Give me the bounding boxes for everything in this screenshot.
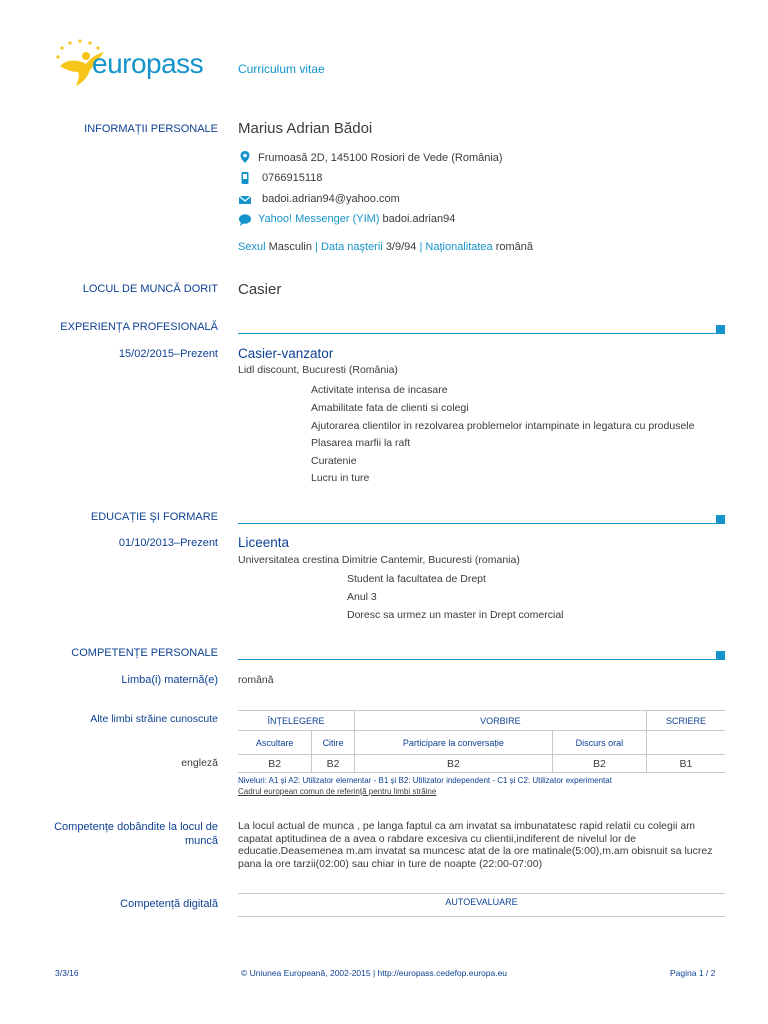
experience-task: Activitate intensa de incasare (311, 384, 448, 396)
education-detail: Student la facultatea de Drept (347, 573, 486, 585)
personal-info-label: INFORMAȚII PERSONALE (84, 123, 218, 135)
location-pin-icon (238, 150, 252, 164)
skills-section-label: COMPETENȚE PERSONALE (71, 647, 218, 659)
nationality-value: română (495, 241, 534, 253)
nationality-label: Naționalitatea (425, 241, 493, 253)
logo-text: europass (92, 48, 204, 79)
mother-tongue-label: Limba(i) maternă(e) (121, 674, 218, 686)
spoken-production-header: Discurs oral (552, 731, 646, 755)
birth-value: 3/9/94 (385, 241, 417, 253)
section-divider (238, 659, 716, 660)
listening-header: Ascultare (238, 731, 312, 755)
instant-messaging (258, 213, 455, 225)
experience-role: Casier-vanzator (238, 346, 334, 361)
experience-date: 15/02/2015–Prezent (118, 348, 218, 360)
section-marker (716, 651, 725, 660)
personal-details-line (238, 241, 533, 253)
education-institution: Universitatea crestina Dimitrie Cantemir, Bucuresti (romania) (238, 554, 520, 566)
address: Frumoasă 2D, 145100 Rosiori de Vede (România) (258, 152, 503, 164)
section-marker (716, 515, 725, 524)
level-writing: B1 (646, 755, 725, 773)
phone-number[interactable]: 0766915118 (262, 172, 323, 184)
experience-task: Curatenie (311, 455, 357, 467)
education-date: 01/10/2013–Prezent (118, 537, 218, 549)
education-detail: Anul 3 (347, 591, 377, 603)
framework-link[interactable]: Cadrul european comun de referinţă pentru limbi străine (238, 787, 437, 796)
education-detail: Doresc sa urmez un master in Drept comercial (347, 609, 564, 621)
level-listening: B2 (238, 755, 312, 773)
sex-label: Sexul (238, 241, 266, 253)
language-table (238, 710, 725, 773)
experience-task: Lucru in ture (311, 472, 370, 484)
separator: | (315, 241, 318, 253)
person-name: Marius Adrian Bădoi (238, 120, 373, 137)
email-envelope-icon (238, 193, 252, 207)
mother-tongue-value: română (238, 674, 274, 686)
experience-section-label: EXPERIENȚA PROFESIONALĂ (60, 321, 218, 333)
doc-title: Curriculum vitae (238, 62, 325, 76)
writing-subheader-empty (646, 731, 725, 755)
level-spoken-production: B2 (552, 755, 646, 773)
experience-task: Ajutorarea clientilor in rezolvarea problemelor intampinate in legatura cu produsele (311, 420, 695, 432)
experience-task: Amabilitate fata de clienti si colegi (311, 402, 469, 414)
chat-bubble-icon (238, 213, 252, 227)
section-divider (238, 523, 716, 524)
levels-note: Niveluri: A1 și A2: Utilizator elementar - B1 și B2: Utilizator independent - C1 și C2: Utilizator experimentat (238, 776, 612, 785)
speaking-header: VORBIRE (354, 711, 646, 731)
sex-value: Masculin (268, 241, 312, 253)
digital-table (238, 893, 725, 917)
im-label: Yahoo! Messenger (YIM) (258, 213, 380, 225)
other-languages-label: Alte limbi străine cunoscute (90, 713, 218, 725)
reading-header: Citire (312, 731, 355, 755)
birth-label: Data naşterii (320, 241, 383, 253)
education-section-label: EDUCAȚIE ŞI FORMARE (90, 511, 218, 523)
im-value: badoi.adrian94 (382, 213, 456, 225)
desired-job-value: Casier (238, 281, 282, 298)
section-divider (238, 333, 716, 334)
separator: | (419, 241, 423, 253)
spoken-interaction-header: Participare la conversație (354, 731, 552, 755)
education-title: Liceenta (238, 535, 290, 550)
understanding-header: ÎNȚELEGERE (238, 711, 354, 731)
desired-job-label: LOCUL DE MUNCĂ DORIT (82, 283, 218, 295)
footer-date: 3/3/16 (55, 968, 79, 978)
footer-copyright[interactable]: © Uniunea Europeană, 2002-2015 | http://europass.cedefop.europa.eu (241, 968, 508, 978)
job-skills-label: Competențe dobândite la locul de muncă (54, 821, 218, 847)
digital-competence-label: Competență digitală (120, 898, 218, 910)
footer-page-number: Pagina 1 / 2 (670, 968, 716, 978)
writing-header: SCRIERE (646, 711, 725, 731)
level-spoken-interaction: B2 (354, 755, 552, 773)
experience-task: Plasarea marfii la raft (311, 437, 411, 449)
level-reading: B2 (312, 755, 355, 773)
experience-employer: Lidl discount, Bucuresti (România) (238, 364, 398, 376)
section-marker (716, 325, 725, 334)
email-address[interactable]: badoi.adrian94@yahoo.com (262, 193, 400, 205)
language-name: engleză (181, 757, 218, 769)
mobile-phone-icon (238, 171, 252, 185)
self-assessment-header: AUTOEVALUARE (445, 897, 518, 907)
job-skills-text: La locul actual de munca , pe langa faptul ca am invatat sa imbunatatesc rapid relatii cu colegii am capatat aptitudinea de a avea o rabdare excesiva cu clientii,indiferent de nivelul lor de educatie.Deasemenea m.am invatat sa muncesc atat de la ore matinale(5:00),m.am obisnuit sa lucrez pana la ore tarzii(02:00) sau chiar in ture de noapte (22:00-07:00) (238, 820, 713, 870)
europass-logo (54, 38, 224, 88)
